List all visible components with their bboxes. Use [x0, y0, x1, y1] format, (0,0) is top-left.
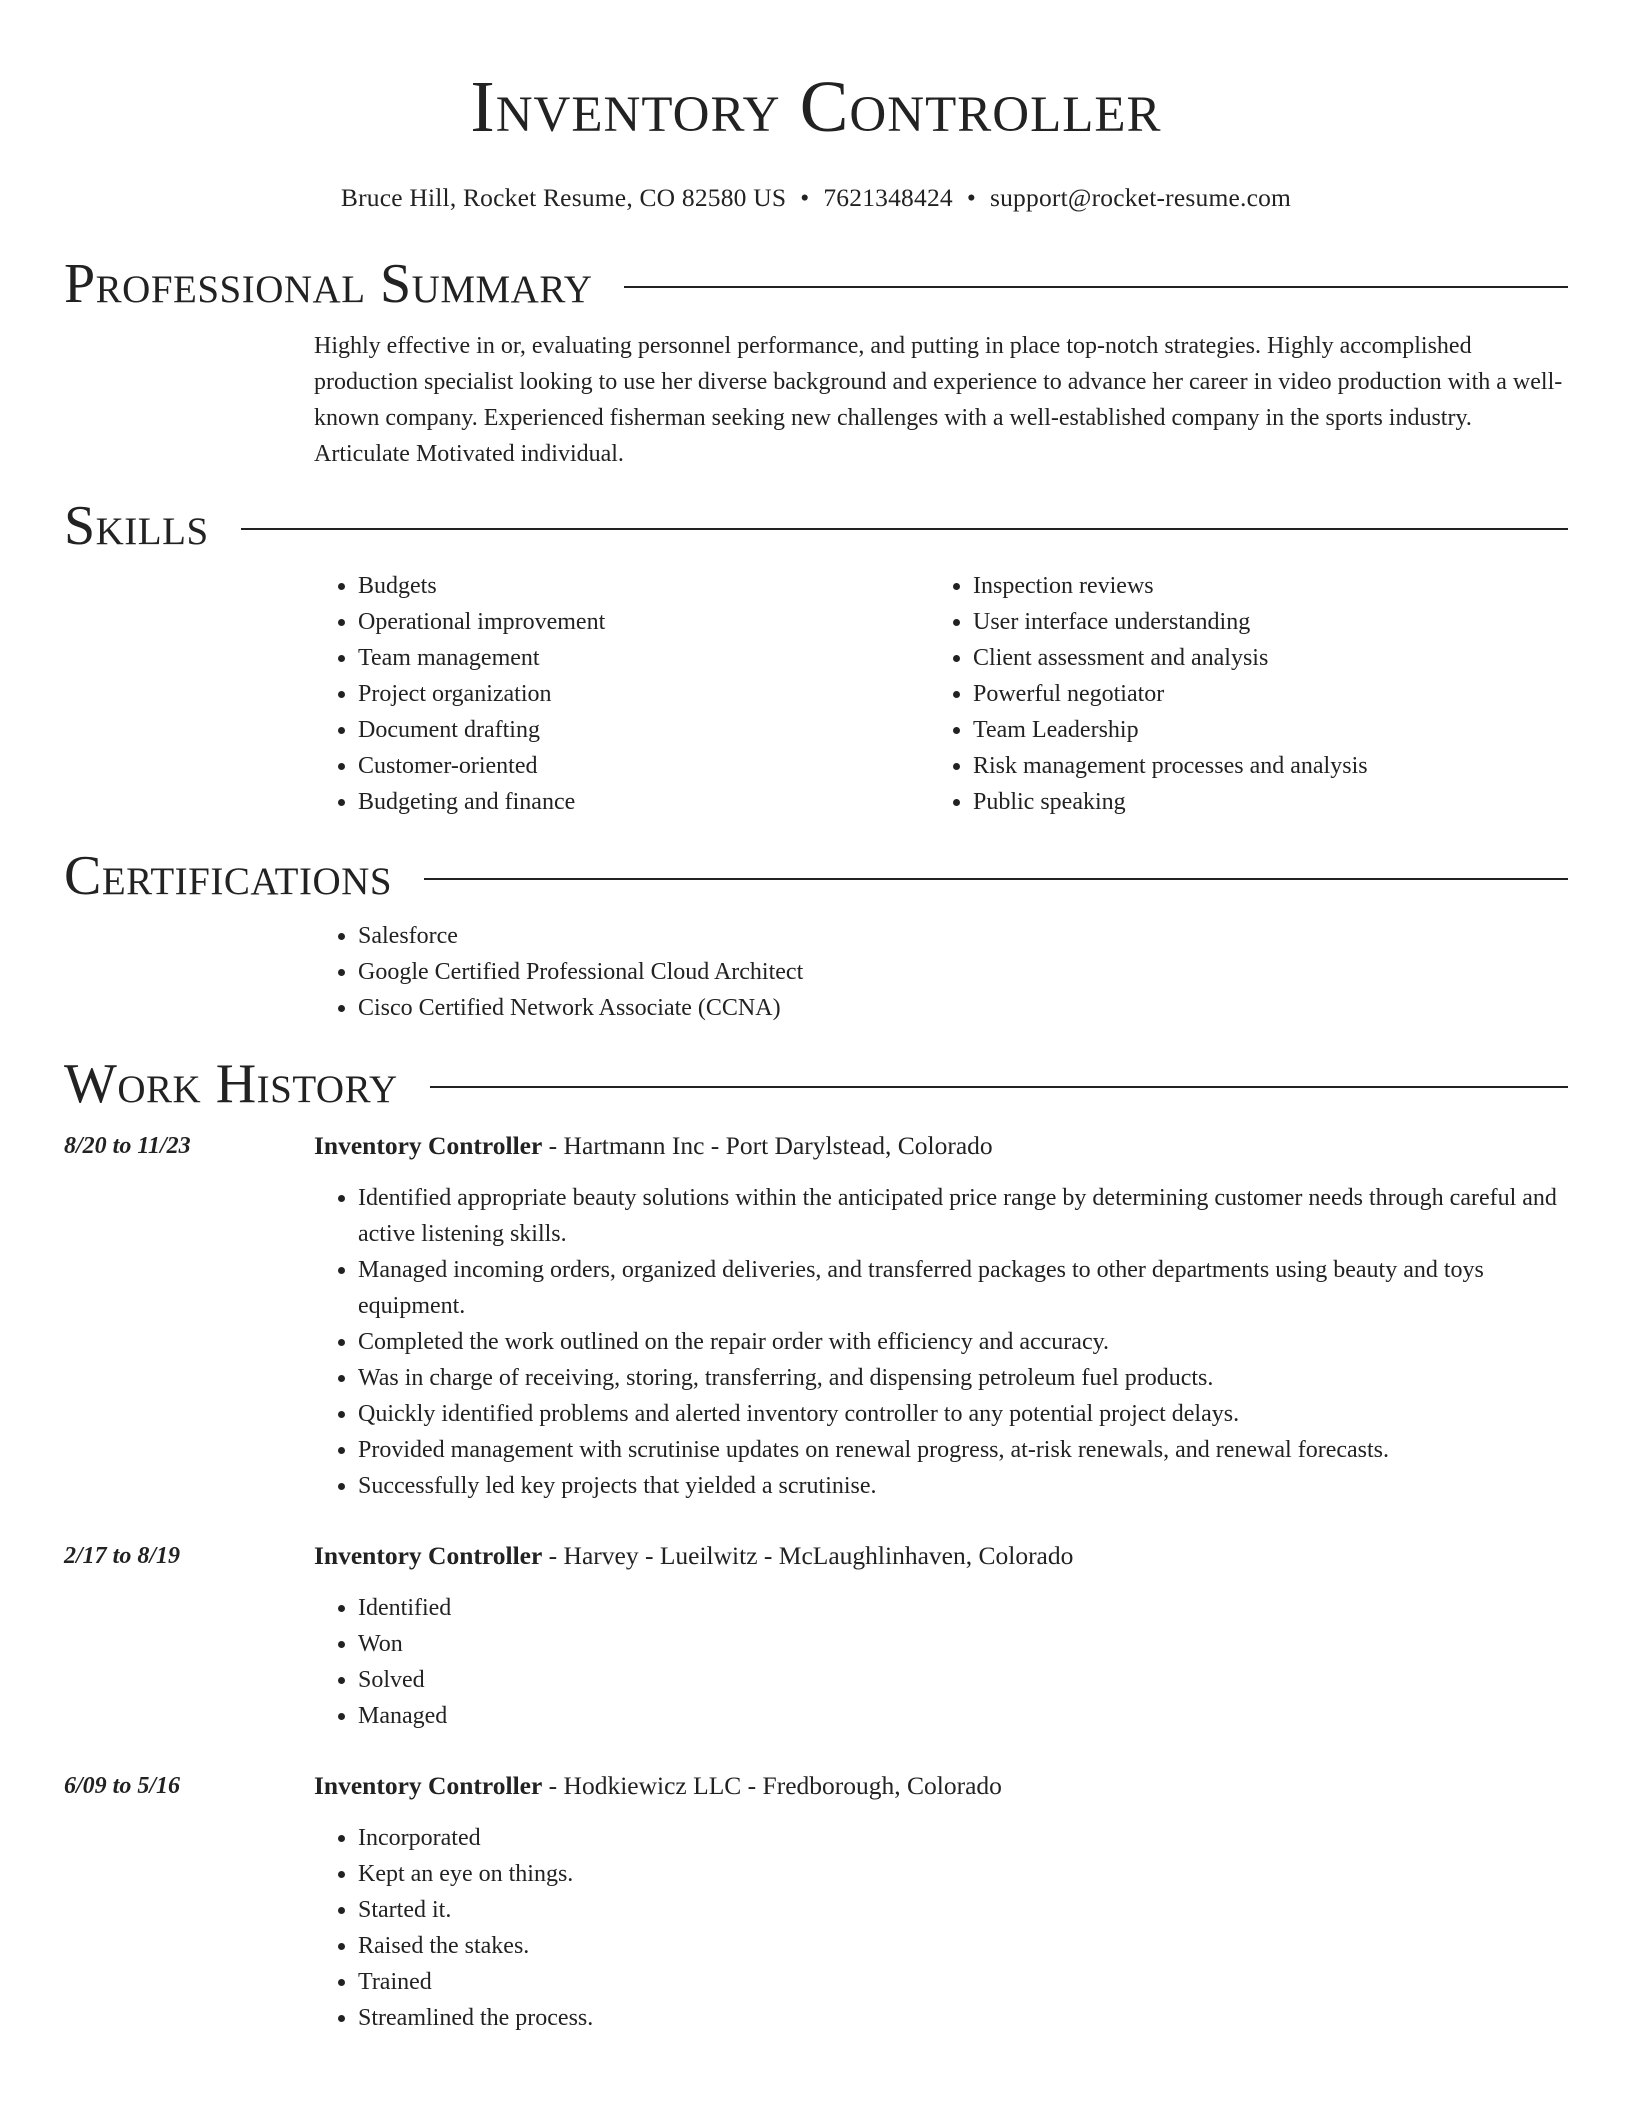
- job-bullet: • Started it.: [358, 1892, 1568, 1928]
- skills-section-header: [64, 494, 1568, 558]
- job-heading: [314, 1538, 1568, 1574]
- job-title: Inventory Controller: [314, 1771, 543, 1800]
- job-company-location: - Hartmann Inc - Port Darylstead, Colorado: [542, 1131, 993, 1160]
- skill-item: • Risk management processes and analysis: [973, 748, 1544, 784]
- skill-item: • Operational improvement: [358, 604, 929, 640]
- skill-item: • Powerful negotiator: [973, 676, 1544, 712]
- skill-item: • Client assessment and analysis: [973, 640, 1544, 676]
- job-bullet: • Managed: [358, 1698, 1568, 1734]
- section-title-certifications: Certifications: [64, 845, 393, 907]
- certifications-section-header: [64, 844, 1568, 908]
- job-dates: 6/09 to 5/16: [64, 1773, 181, 1799]
- job-body: [314, 1128, 1568, 1504]
- summary-section-header: [64, 252, 1568, 316]
- job-heading: [314, 1768, 1568, 1804]
- certification-item: • Salesforce: [358, 918, 1568, 954]
- job-bullet: • Streamlined the process.: [358, 2000, 1568, 2036]
- job-bullet: • Trained: [358, 1964, 1568, 2000]
- section-title-skills: Skills: [64, 495, 209, 557]
- job-bullet: • Was in charge of receiving, storing, transferring, and dispensing petroleum fuel products.: [358, 1360, 1568, 1396]
- skill-item: • Budgets: [358, 568, 929, 604]
- job-body: [314, 1768, 1568, 2036]
- skill-item: • Budgeting and finance: [358, 784, 929, 820]
- email: support@rocket-resume.com: [989, 183, 1292, 212]
- summary-text: Highly effective in or, evaluating personnel performance, and putting in place top-notch strategies. Highly accomplished production specialist looking to use her diverse background and experience to advance her career in video production with a well-known company. Experienced fisherman seeking new challenges with a well-established company in the sports industry. Articulate Motivated individual.: [314, 333, 1563, 467]
- skills-list-left: [314, 568, 929, 820]
- job-bullet: • Managed incoming orders, organized deliveries, and transferred packages to other departments using beauty and toys equipment.: [358, 1252, 1568, 1324]
- section-title-work-history: Work History: [64, 1053, 398, 1115]
- job-bullet: • Solved: [358, 1662, 1568, 1698]
- job-company-location: - Hodkiewicz LLC - Fredborough, Colorado: [542, 1771, 1002, 1800]
- job-bullet: • Quickly identified problems and alerted inventory controller to any potential project delays.: [358, 1396, 1568, 1432]
- job-entry: [64, 1128, 1568, 1504]
- skill-item: • Team Leadership: [973, 712, 1544, 748]
- skill-item: • Team management: [358, 640, 929, 676]
- skills-column-left: [314, 568, 929, 820]
- job-bullet: • Identified appropriate beauty solutions within the anticipated price range by determining customer needs through careful and active listening skills.: [358, 1180, 1568, 1252]
- job-entry: [64, 1768, 1568, 2036]
- job-bullet: • Incorporated: [358, 1820, 1568, 1856]
- phone: 7621348424: [823, 183, 953, 212]
- job-title: Inventory Controller: [314, 1131, 543, 1160]
- resume-header: [64, 0, 1568, 214]
- job-bullet: • Raised the stakes.: [358, 1928, 1568, 1964]
- contact-line: [64, 182, 1568, 214]
- job-company-location: - Harvey - Lueilwitz - McLaughlinhaven, Colorado: [542, 1541, 1074, 1570]
- skills-list-right: [929, 568, 1544, 820]
- skills-column-right: [929, 568, 1544, 820]
- skill-item: • Public speaking: [973, 784, 1544, 820]
- job-dates: 8/20 to 11/23: [64, 1133, 191, 1159]
- job-bullet: • Won: [358, 1626, 1568, 1662]
- separator-dot: •: [966, 183, 976, 212]
- job-bullets: [314, 1820, 1568, 2036]
- work-section-header: [64, 1052, 1568, 1116]
- job-entry: [64, 1538, 1568, 1734]
- certification-item: • Google Certified Professional Cloud Architect: [358, 954, 1568, 990]
- job-bullet: • Completed the work outlined on the repair order with efficiency and accuracy.: [358, 1324, 1568, 1360]
- job-bullet: • Successfully led key projects that yielded a scrutinise.: [358, 1468, 1568, 1504]
- candidate-name: Inventory Controller: [470, 66, 1162, 147]
- job-bullet: • Identified: [358, 1590, 1568, 1626]
- job-body: [314, 1538, 1568, 1734]
- job-bullet: • Kept an eye on things.: [358, 1856, 1568, 1892]
- job-dates: 2/17 to 8/19: [64, 1543, 181, 1569]
- certifications-list: [314, 918, 1568, 1026]
- skill-item: • Customer-oriented: [358, 748, 929, 784]
- job-title: Inventory Controller: [314, 1541, 543, 1570]
- job-bullets: [314, 1180, 1568, 1504]
- section-divider: [241, 528, 1568, 530]
- certifications-block: [314, 918, 1568, 1026]
- section-divider: [624, 286, 1568, 288]
- certification-item: • Cisco Certified Network Associate (CCNA): [358, 990, 1568, 1026]
- skill-item: • User interface understanding: [973, 604, 1544, 640]
- section-title-summary: Professional Summary: [64, 253, 593, 315]
- section-divider: [430, 1086, 1568, 1088]
- skill-item: • Inspection reviews: [973, 568, 1544, 604]
- skill-item: • Document drafting: [358, 712, 929, 748]
- skill-item: • Project organization: [358, 676, 929, 712]
- skills-grid: [314, 568, 1568, 820]
- address: Bruce Hill, Rocket Resume, CO 82580 US: [340, 183, 787, 212]
- job-bullet: • Provided management with scrutinise updates on renewal progress, at-risk renewals, and renewal forecasts.: [358, 1432, 1568, 1468]
- job-heading: [314, 1128, 1568, 1164]
- separator-dot: •: [800, 183, 810, 212]
- section-divider: [424, 878, 1568, 880]
- job-bullets: [314, 1590, 1568, 1734]
